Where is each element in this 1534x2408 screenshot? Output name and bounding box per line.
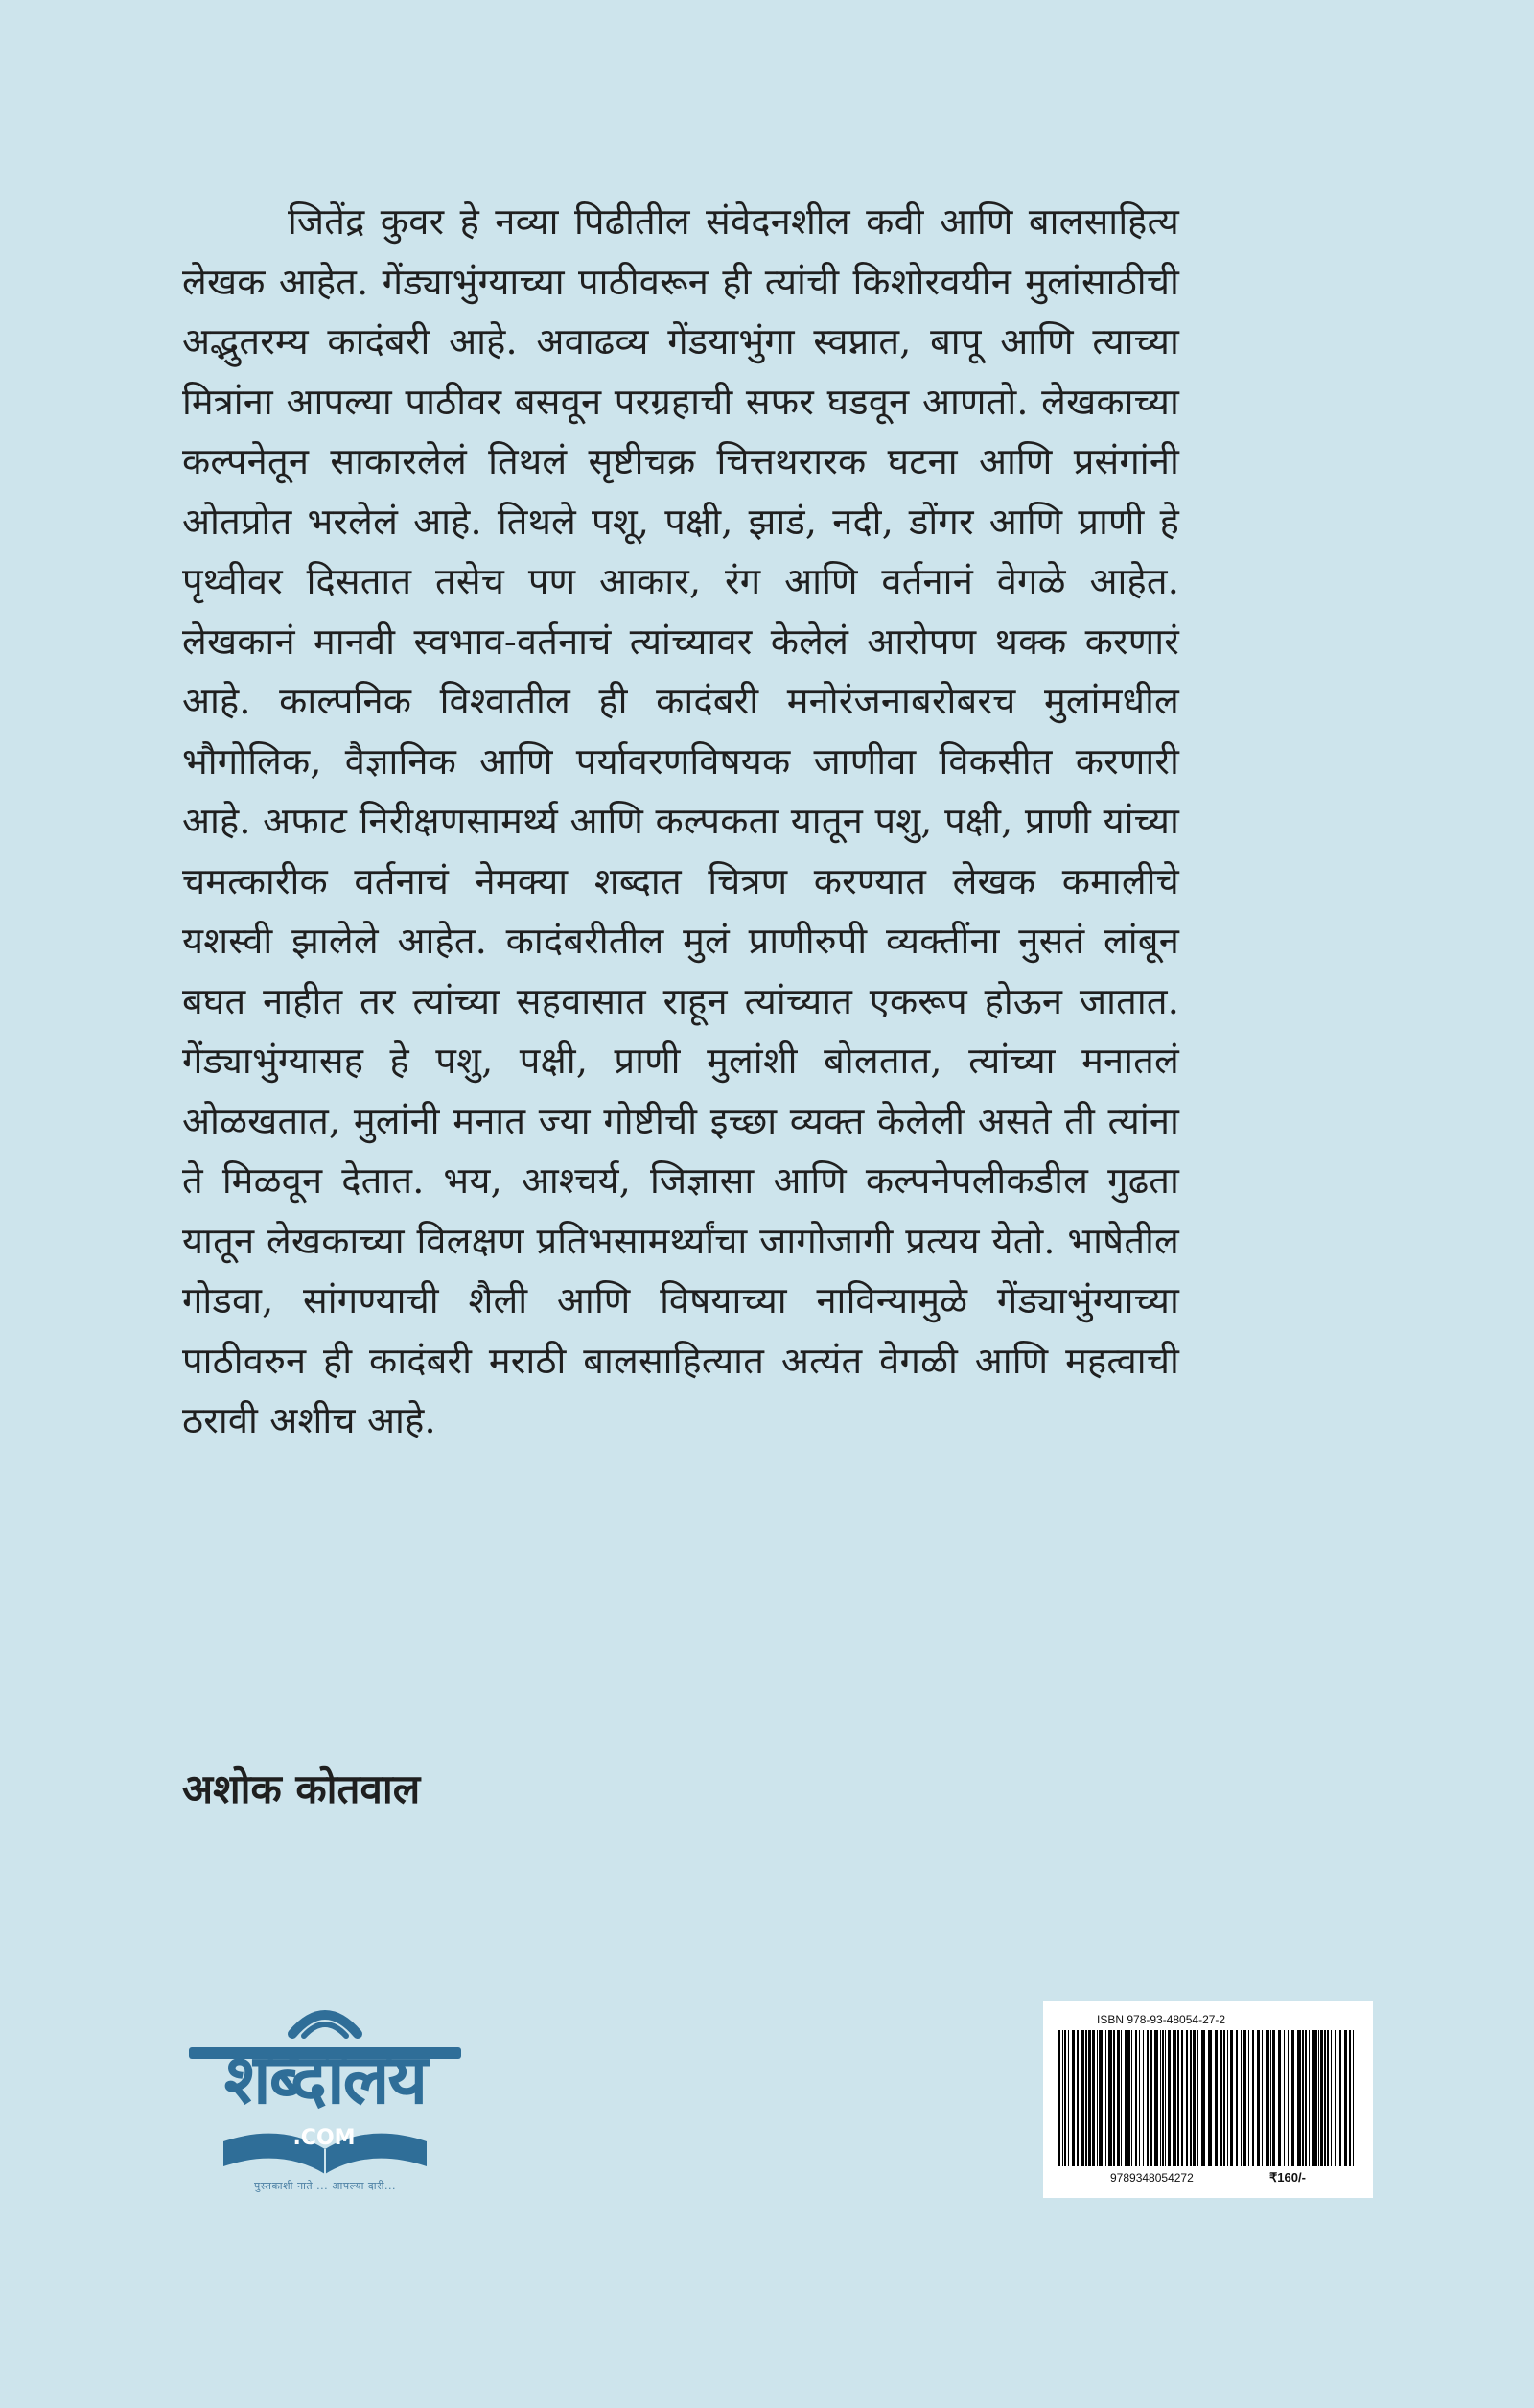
ean-number: 9789348054272	[1110, 2171, 1194, 2185]
author-name: अशोक कोतवाल	[182, 1765, 421, 1812]
price-tag: ₹160/-	[1269, 2170, 1306, 2185]
publisher-logo	[185, 1998, 465, 2204]
publisher-logo-suffix: .COM	[292, 2126, 356, 2150]
book-blurb: जितेंद्र कुवर हे नव्या पिढीतील संवेदनशील कवी आणि बालसाहित्य लेखक आहेत. गेंड्याभुंग्याच्या पाठीवरून ही त्यांची किशोरवयीन मुलांसाठीची अद्भुतरम्य कादंबरी आहे. अवाढव्य गेंडयाभुंगा स्वप्नात, बापू आणि त्याच्या मित्रांना आपल्या पाठीवर बसवून परग्रहाची सफर घडवून आणतो. लेखकाच्या कल्पनेतून साकारलेलं तिथलं सृष्टीचक्र चित्तथरारक घटना आणि प्रसंगांनी ओतप्रोत भरलेलं आहे. तिथले पशू, पक्षी, झाडं, नदी, डोंगर आणि प्राणी हे पृथ्वीवर दिसतात तसेच पण आकार, रंग आणि वर्तनानं वेगळे आहेत. लेखकानं मानवी स्वभाव-वर्तनाचं त्यांच्यावर केलेलं आरोपण थक्क करणारं आहे. काल्पनिक विश्वातील ही कादंबरी मनोरंजनाबरोबरच मुलांमधील भौगोलिक, वैज्ञानिक आणि पर्यावरणविषयक जाणीवा विकसीत करणारी आहे. अफाट निरीक्षणसामर्थ्य आणि कल्पकता यातून पशु, पक्षी, प्राणी यांच्या चमत्कारीक वर्तनाचं नेमक्या शब्दात चित्रण करण्यात लेखक कमालीचे यशस्वी झालेले आहेत. कादंबरीतील मुलं प्राणीरुपी व्यक्तींना नुसतं लांबून बघत नाहीत तर त्यांच्या सहवासात राहून त्यांच्यात एकरूप होऊन जातात. गेंड्याभुंग्यासह हे पशु, पक्षी, प्राणी मुलांशी बोलतात, त्यांच्या मनातलं ओळखतात, मुलांनी मनात ज्या गोष्टीची इच्छा व्यक्त केलेली असते ती त्यांना ते मिळवून देतात. भय, आश्चर्य, जिज्ञासा आणि कल्पनेपलीकडील गुढता यातून लेखकाच्या विलक्षण प्रतिभसामर्थ्यांचा जागोजागी प्रत्यय येतो. भाषेतील गोडवा, सांगण्याची शैली आणि विषयाच्या नाविन्यामुळे गेंड्याभुंग्याच्या पाठीवरुन ही कादंबरी मराठी बालसाहित्यात अत्यंत वेगळी आणि महत्वाची ठरावी अशीच आहे.	[182, 200, 1179, 1441]
publisher-logo-wordmark: शब्दालय	[223, 2039, 427, 2119]
barcode-label	[1043, 2001, 1373, 2198]
barcode-bars	[1055, 2030, 1361, 2166]
publisher-logo-tagline: पुस्तकाशी नाते ... आपल्या दारी...	[254, 2180, 396, 2192]
isbn-text: ISBN 978-93-48054-27-2	[1097, 2013, 1226, 2026]
